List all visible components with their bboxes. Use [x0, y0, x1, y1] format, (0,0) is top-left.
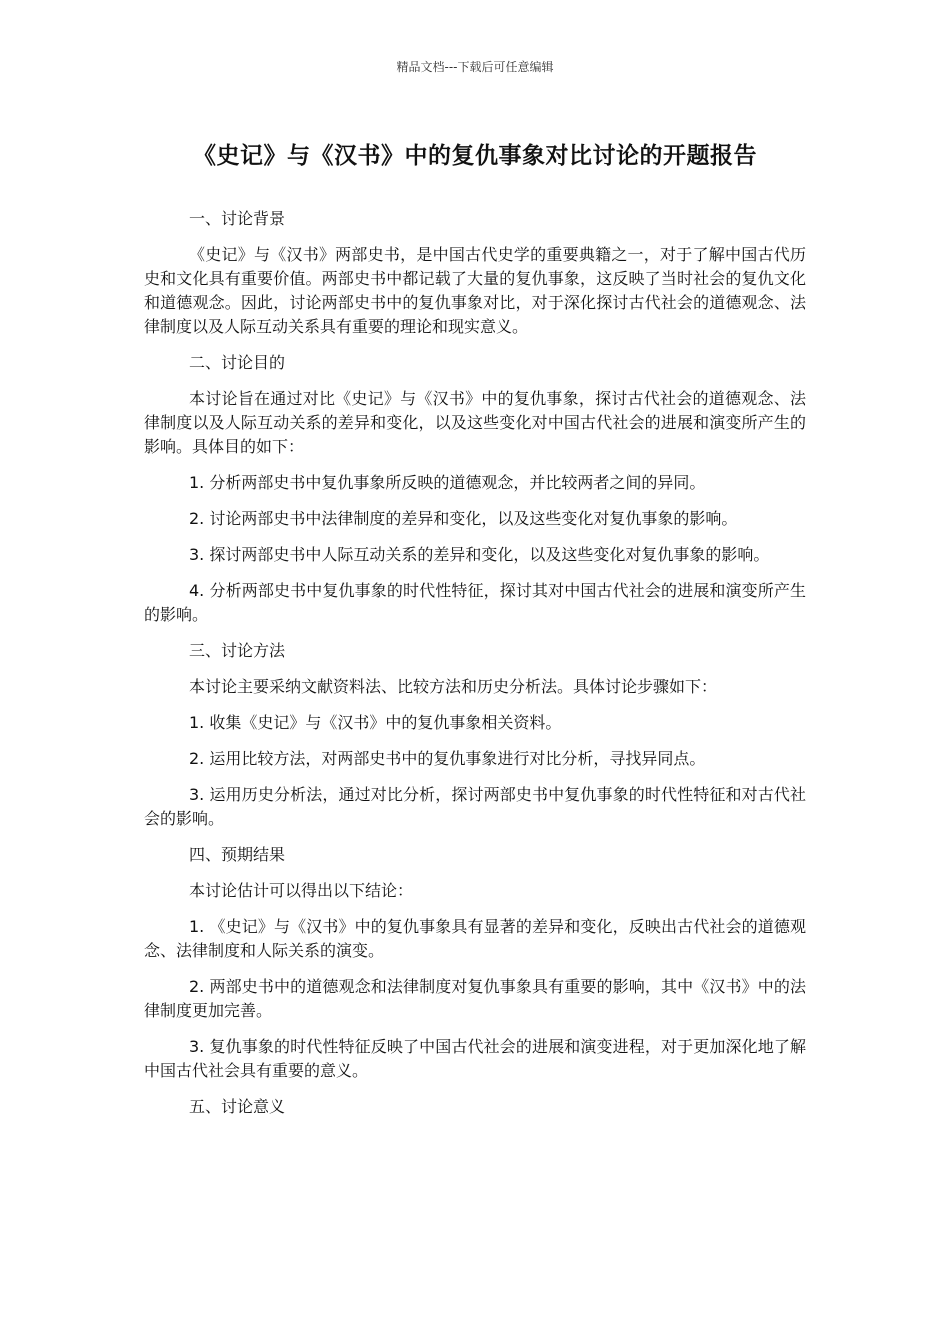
paragraph: 2. 两部史书中的道德观念和法律制度对复仇事象具有重要的影响，其中《汉书》中的法律制度更加完善。 — [144, 977, 806, 1020]
section-heading: 四、预期结果 — [189, 845, 286, 864]
paragraph: 1. 收集《史记》与《汉书》中的复仇事象相关资料。 — [189, 713, 562, 732]
paragraph: 2. 运用比较方法，对两部史书中的复仇事象进行对比分析，寻找异同点。 — [189, 749, 706, 768]
paragraph: 《史记》与《汉书》两部史书，是中国古代史学的重要典籍之一，对于了解中国古代历史和文化具有重要价值。两部史书中都记载了大量的复仇事象，这反映了当时社会的复仇文化和道德观念。因此，讨论两部史书中的复仇事象对比，对于深化探讨古代社会的道德观念、法律制度以及人际互动关系具有重要的理论和现实意义。 — [144, 245, 806, 336]
paragraph: 3. 探讨两部史书中人际互动关系的差异和变化，以及这些变化对复仇事象的影响。 — [189, 545, 770, 564]
paragraph: 3. 运用历史分析法，通过对比分析，探讨两部史书中复仇事象的时代性特征和对古代社会的影响。 — [144, 785, 806, 828]
document-body — [144, 207, 806, 1119]
paragraph: 1. 分析两部史书中复仇事象所反映的道德观念，并比较两者之间的异同。 — [189, 473, 706, 492]
paragraph: 本讨论估计可以得出以下结论： — [189, 881, 414, 900]
paragraph: 3. 复仇事象的时代性特征反映了中国古代社会的进展和演变进程，对于更加深化地了解中国古代社会具有重要的意义。 — [144, 1037, 806, 1080]
header-note: 精品文档---下载后可任意编辑 — [396, 60, 554, 74]
section-heading: 三、讨论方法 — [189, 641, 286, 660]
document-title: 《史记》与《汉书》中的复仇事象对比讨论的开题报告 — [193, 143, 757, 169]
section-heading: 五、讨论意义 — [189, 1097, 286, 1116]
paragraph: 本讨论主要采纳文献资料法、比较方法和历史分析法。具体讨论步骤如下： — [189, 677, 718, 696]
paragraph: 2. 讨论两部史书中法律制度的差异和变化，以及这些变化对复仇事象的影响。 — [189, 509, 738, 528]
section-heading: 一、讨论背景 — [189, 209, 286, 228]
section-heading: 二、讨论目的 — [189, 353, 286, 372]
paragraph: 本讨论旨在通过对比《史记》与《汉书》中的复仇事象，探讨古代社会的道德观念、法律制度以及人际互动关系的差异和变化，以及这些变化对中国古代社会的进展和演变所产生的影响。具体目的如下： — [144, 389, 806, 456]
paragraph: 1. 《史记》与《汉书》中的复仇事象具有显著的差异和变化，反映出古代社会的道德观念、法律制度和人际关系的演变。 — [144, 917, 806, 960]
paragraph: 4. 分析两部史书中复仇事象的时代性特征，探讨其对中国古代社会的进展和演变所产生的影响。 — [144, 581, 806, 624]
